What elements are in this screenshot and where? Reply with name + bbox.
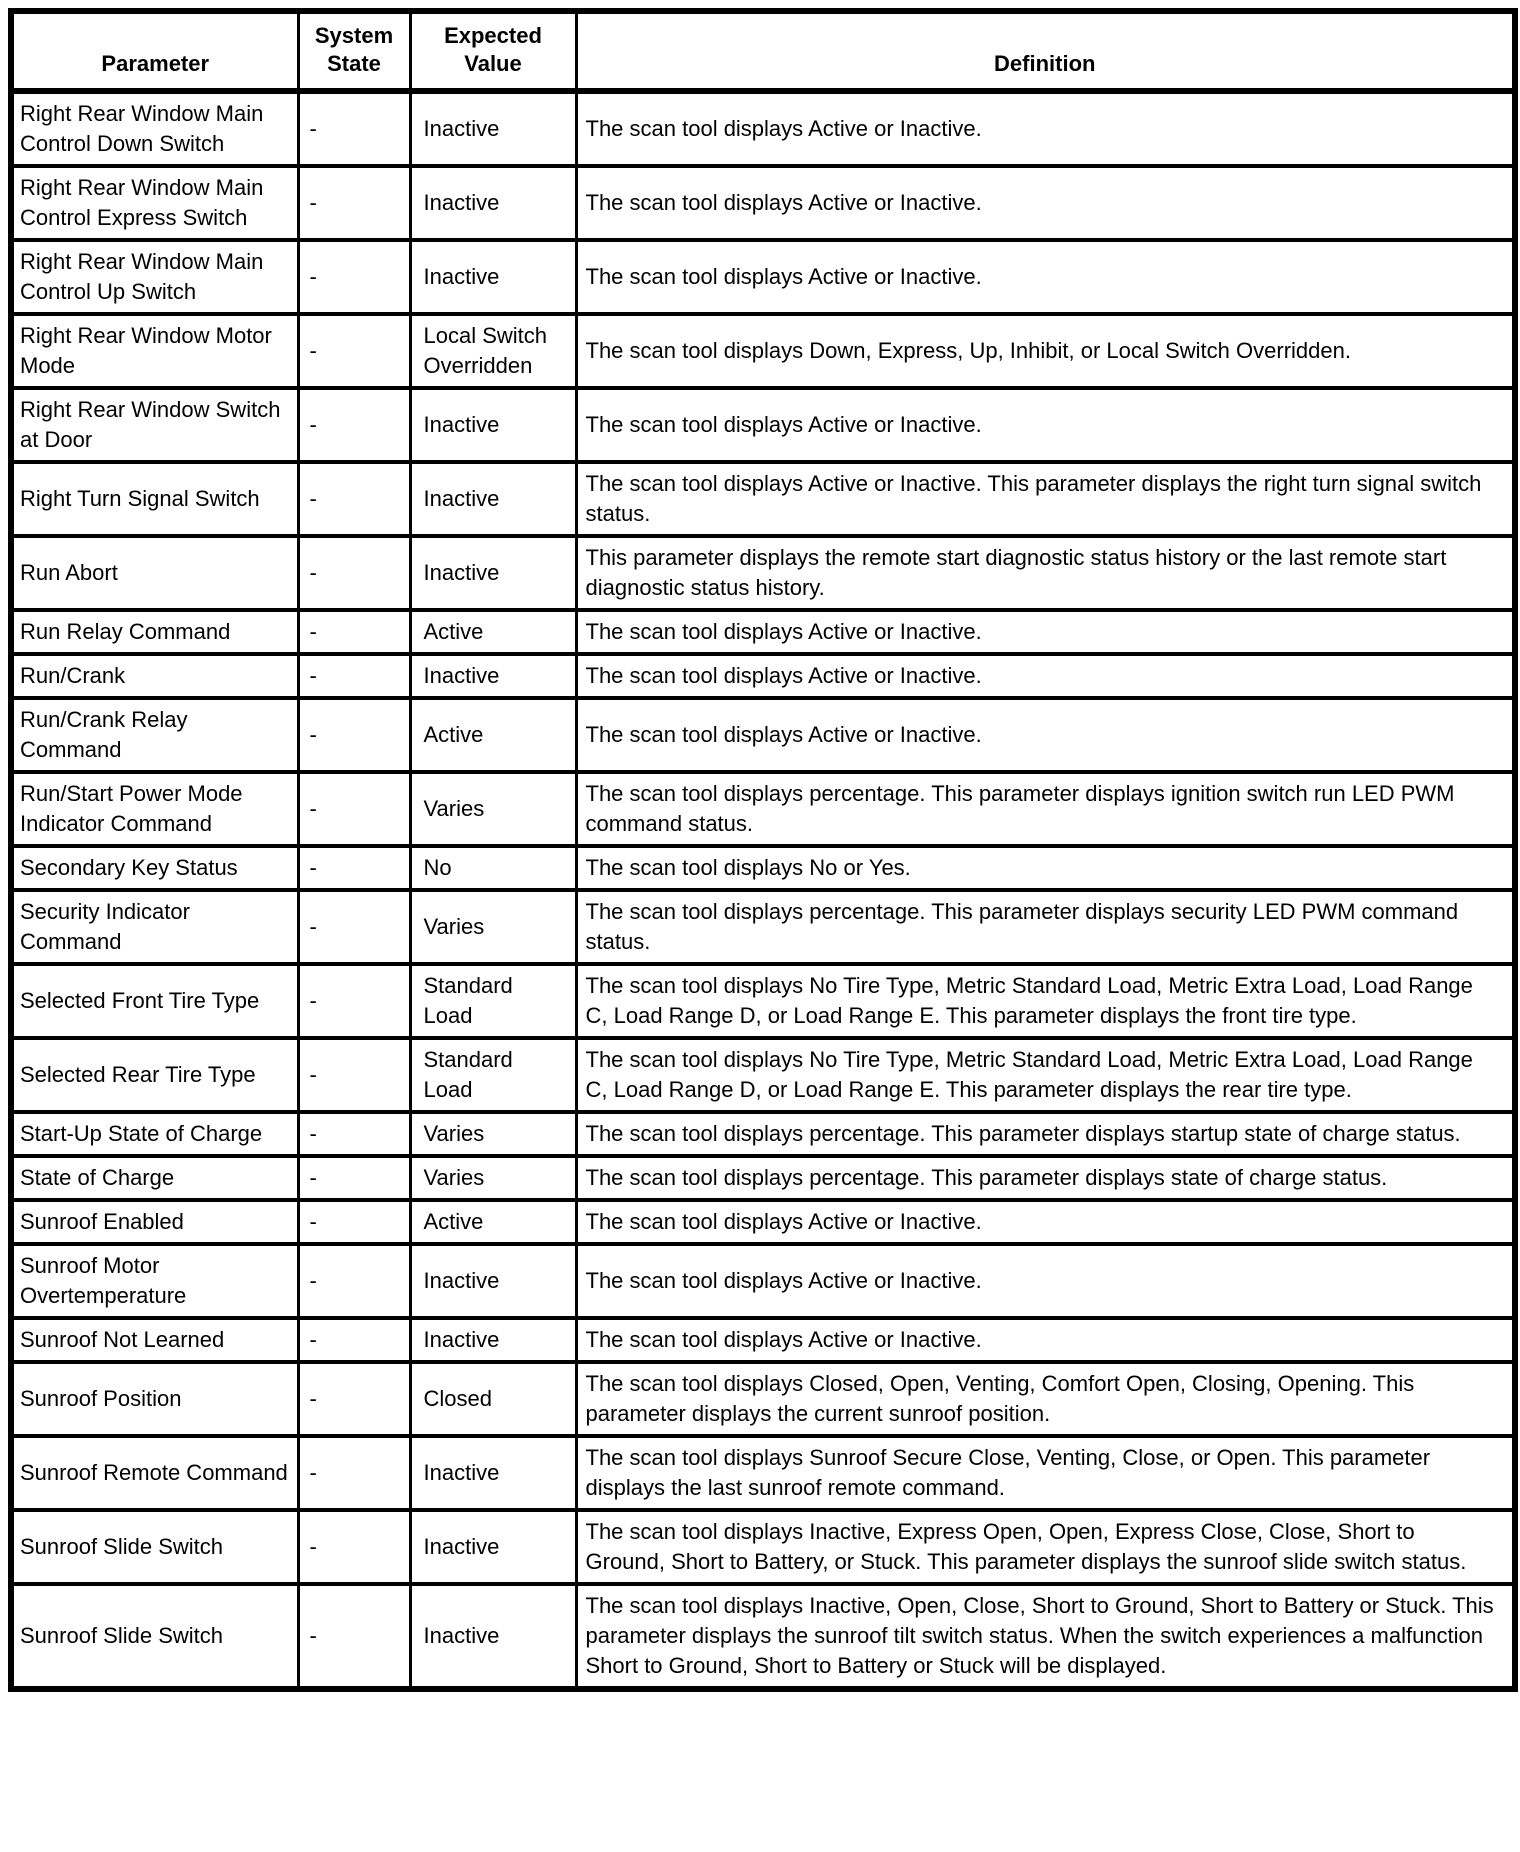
system-state-cell: -: [298, 1318, 410, 1362]
expected-value-cell: Inactive: [410, 1244, 576, 1318]
table-row: [11, 654, 1515, 698]
parameter-cell: Sunroof Position: [11, 1362, 298, 1436]
definition-cell: The scan tool displays Sunroof Secure Close, Venting, Close, or Open. This parameter displays the last sunroof remote command.: [576, 1436, 1515, 1510]
table-row: [11, 314, 1515, 388]
table-row: [11, 91, 1515, 166]
system-state-cell: -: [298, 1584, 410, 1689]
parameter-cell: Selected Rear Tire Type: [11, 1038, 298, 1112]
system-state-cell: -: [298, 1244, 410, 1318]
system-state-cell: -: [298, 1510, 410, 1584]
definition-cell: The scan tool displays percentage. This parameter displays security LED PWM command status.: [576, 890, 1515, 964]
table-row: [11, 1318, 1515, 1362]
table-row: [11, 890, 1515, 964]
definition-cell: This parameter displays the remote start diagnostic status history or the last remote start diagnostic status history.: [576, 536, 1515, 610]
system-state-cell: -: [298, 964, 410, 1038]
definition-cell: The scan tool displays Active or Inactive.: [576, 1244, 1515, 1318]
parameter-cell: Selected Front Tire Type: [11, 964, 298, 1038]
header-parameter: Parameter: [11, 11, 298, 91]
expected-value-cell: Inactive: [410, 1510, 576, 1584]
table-header: [11, 11, 1515, 91]
parameter-cell: Right Turn Signal Switch: [11, 462, 298, 536]
system-state-cell: -: [298, 1038, 410, 1112]
parameter-cell: Start-Up State of Charge: [11, 1112, 298, 1156]
system-state-cell: -: [298, 890, 410, 964]
system-state-cell: -: [298, 1200, 410, 1244]
table-row: [11, 1362, 1515, 1436]
system-state-cell: -: [298, 536, 410, 610]
table-row: [11, 1156, 1515, 1200]
system-state-cell: -: [298, 91, 410, 166]
expected-value-cell: Active: [410, 610, 576, 654]
table-row: [11, 1200, 1515, 1244]
expected-value-cell: No: [410, 846, 576, 890]
parameter-cell: Sunroof Motor Overtemperature: [11, 1244, 298, 1318]
definition-cell: The scan tool displays No or Yes.: [576, 846, 1515, 890]
parameter-cell: Right Rear Window Switch at Door: [11, 388, 298, 462]
definition-cell: The scan tool displays Inactive, Open, Close, Short to Ground, Short to Battery or Stuck. This parameter displays the sunroof tilt switch status. When the switch experiences a malfunction Short to Ground, Short to Battery or Stuck will be displayed.: [576, 1584, 1515, 1689]
definition-cell: The scan tool displays Active or Inactive. This parameter displays the right turn signal switch status.: [576, 462, 1515, 536]
definition-cell: The scan tool displays Closed, Open, Venting, Comfort Open, Closing, Opening. This parameter displays the current sunroof position.: [576, 1362, 1515, 1436]
system-state-cell: -: [298, 240, 410, 314]
system-state-cell: -: [298, 1112, 410, 1156]
table-body: [11, 91, 1515, 1689]
table-row: [11, 1510, 1515, 1584]
system-state-cell: -: [298, 462, 410, 536]
parameter-cell: Run Abort: [11, 536, 298, 610]
expected-value-cell: Active: [410, 698, 576, 772]
table-row: [11, 388, 1515, 462]
expected-value-cell: Inactive: [410, 462, 576, 536]
parameter-table: [8, 8, 1518, 1692]
table-row: [11, 846, 1515, 890]
definition-cell: The scan tool displays percentage. This parameter displays startup state of charge status.: [576, 1112, 1515, 1156]
parameter-cell: Secondary Key Status: [11, 846, 298, 890]
expected-value-cell: Inactive: [410, 91, 576, 166]
system-state-cell: -: [298, 388, 410, 462]
parameter-cell: Run/Crank: [11, 654, 298, 698]
expected-value-cell: Inactive: [410, 240, 576, 314]
table-row: [11, 536, 1515, 610]
system-state-cell: -: [298, 1156, 410, 1200]
header-system-state: System State: [298, 11, 410, 91]
expected-value-cell: Inactive: [410, 1436, 576, 1510]
expected-value-cell: Standard Load: [410, 1038, 576, 1112]
parameter-cell: Run/Crank Relay Command: [11, 698, 298, 772]
expected-value-cell: Inactive: [410, 654, 576, 698]
expected-value-cell: Inactive: [410, 166, 576, 240]
table-row: [11, 1038, 1515, 1112]
table-row: [11, 462, 1515, 536]
table-row: [11, 1112, 1515, 1156]
system-state-cell: -: [298, 772, 410, 846]
definition-cell: The scan tool displays Active or Inactive.: [576, 388, 1515, 462]
parameter-cell: Sunroof Remote Command: [11, 1436, 298, 1510]
definition-cell: The scan tool displays Active or Inactive.: [576, 1200, 1515, 1244]
header-definition: Definition: [576, 11, 1515, 91]
expected-value-cell: Varies: [410, 1156, 576, 1200]
parameter-cell: Right Rear Window Main Control Down Switch: [11, 91, 298, 166]
system-state-cell: -: [298, 1362, 410, 1436]
table-row: [11, 1244, 1515, 1318]
expected-value-cell: Inactive: [410, 536, 576, 610]
parameter-cell: Right Rear Window Main Control Express Switch: [11, 166, 298, 240]
definition-cell: The scan tool displays Active or Inactive.: [576, 1318, 1515, 1362]
expected-value-cell: Inactive: [410, 1584, 576, 1689]
system-state-cell: -: [298, 654, 410, 698]
definition-cell: The scan tool displays Active or Inactive.: [576, 698, 1515, 772]
system-state-cell: -: [298, 610, 410, 654]
parameter-cell: Run Relay Command: [11, 610, 298, 654]
definition-cell: The scan tool displays No Tire Type, Metric Standard Load, Metric Extra Load, Load Range C, Load Range D, or Load Range E. This parameter displays the rear tire type.: [576, 1038, 1515, 1112]
table-row: [11, 1584, 1515, 1689]
table-row: [11, 240, 1515, 314]
system-state-cell: -: [298, 698, 410, 772]
table-row: [11, 166, 1515, 240]
system-state-cell: -: [298, 166, 410, 240]
parameter-cell: State of Charge: [11, 1156, 298, 1200]
table-row: [11, 964, 1515, 1038]
system-state-cell: -: [298, 846, 410, 890]
parameter-cell: Sunroof Slide Switch: [11, 1584, 298, 1689]
expected-value-cell: Varies: [410, 1112, 576, 1156]
parameter-cell: Sunroof Slide Switch: [11, 1510, 298, 1584]
definition-cell: The scan tool displays Active or Inactive.: [576, 240, 1515, 314]
definition-cell: The scan tool displays Inactive, Express Open, Open, Express Close, Close, Short to Ground, Short to Battery, or Stuck. This parameter displays the sunroof slide switch status.: [576, 1510, 1515, 1584]
definition-cell: The scan tool displays percentage. This parameter displays state of charge status.: [576, 1156, 1515, 1200]
definition-cell: The scan tool displays percentage. This parameter displays ignition switch run LED PWM command status.: [576, 772, 1515, 846]
expected-value-cell: Closed: [410, 1362, 576, 1436]
table-row: [11, 772, 1515, 846]
definition-cell: The scan tool displays Active or Inactive.: [576, 654, 1515, 698]
expected-value-cell: Local Switch Overridden: [410, 314, 576, 388]
table-row: [11, 698, 1515, 772]
parameter-cell: Right Rear Window Main Control Up Switch: [11, 240, 298, 314]
system-state-cell: -: [298, 1436, 410, 1510]
parameter-cell: Sunroof Enabled: [11, 1200, 298, 1244]
expected-value-cell: Active: [410, 1200, 576, 1244]
definition-cell: The scan tool displays Active or Inactive.: [576, 166, 1515, 240]
expected-value-cell: Varies: [410, 772, 576, 846]
expected-value-cell: Inactive: [410, 388, 576, 462]
expected-value-cell: Inactive: [410, 1318, 576, 1362]
header-row: [11, 11, 1515, 91]
definition-cell: The scan tool displays Active or Inactive.: [576, 91, 1515, 166]
definition-cell: The scan tool displays Active or Inactive.: [576, 610, 1515, 654]
expected-value-cell: Varies: [410, 890, 576, 964]
system-state-cell: -: [298, 314, 410, 388]
definition-cell: The scan tool displays No Tire Type, Metric Standard Load, Metric Extra Load, Load Range C, Load Range D, or Load Range E. This parameter displays the front tire type.: [576, 964, 1515, 1038]
parameter-cell: Right Rear Window Motor Mode: [11, 314, 298, 388]
definition-cell: The scan tool displays Down, Express, Up, Inhibit, or Local Switch Overridden.: [576, 314, 1515, 388]
header-expected-value: Expected Value: [410, 11, 576, 91]
parameter-cell: Security Indicator Command: [11, 890, 298, 964]
expected-value-cell: Standard Load: [410, 964, 576, 1038]
table-row: [11, 610, 1515, 654]
parameter-cell: Run/Start Power Mode Indicator Command: [11, 772, 298, 846]
table-row: [11, 1436, 1515, 1510]
parameter-cell: Sunroof Not Learned: [11, 1318, 298, 1362]
